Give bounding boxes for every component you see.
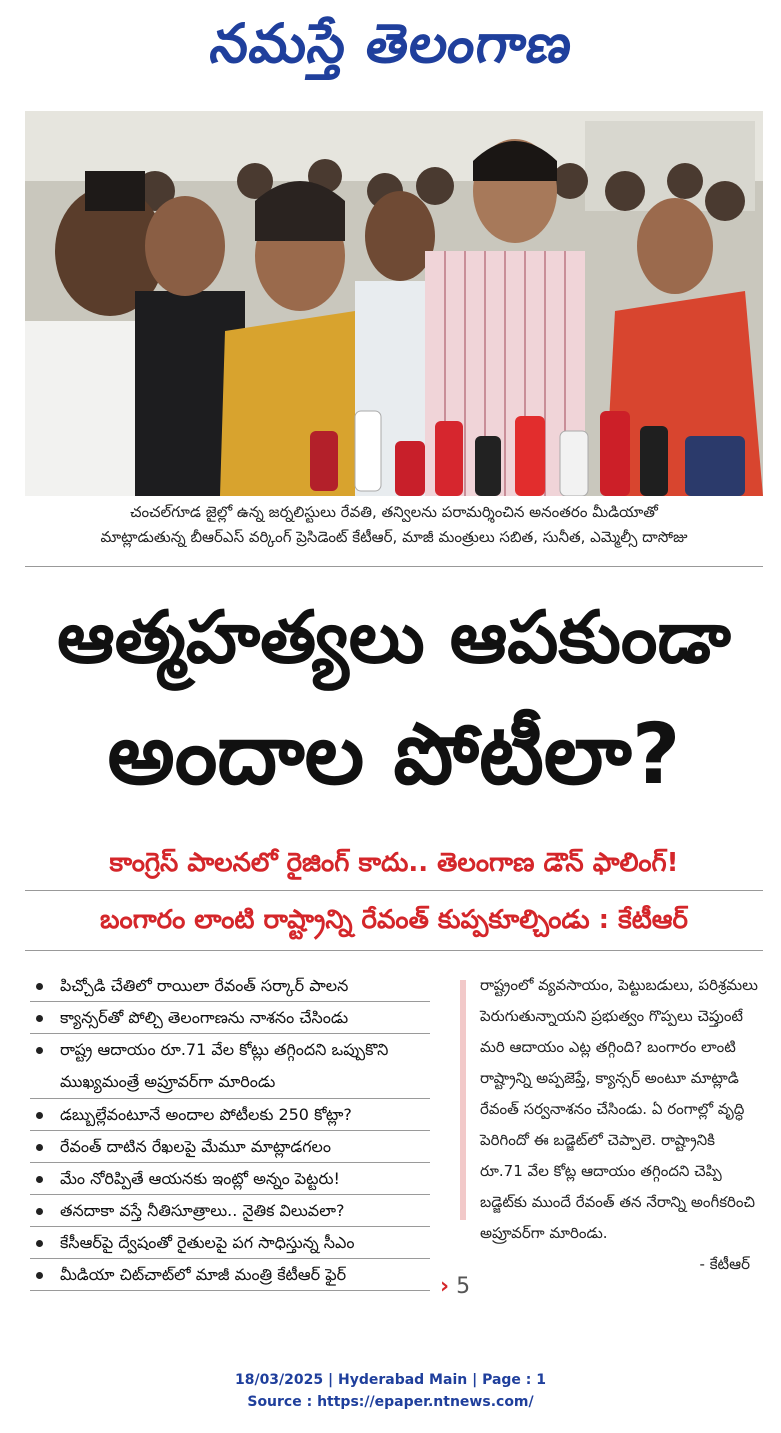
bullet-icon [36, 1208, 43, 1215]
divider [25, 950, 763, 951]
continued-page-number: 5 [456, 1274, 471, 1299]
masthead [0, 0, 781, 100]
bullet-item: డబ్బుల్లేవంటూనే అందాల పోటీలకు 250 కోట్లా? [30, 1099, 430, 1131]
bullet-icon [36, 1112, 43, 1119]
bullet-icon [36, 1015, 43, 1022]
news-photo [25, 111, 763, 496]
bullet-icon [36, 1272, 43, 1279]
bullet-icon [36, 983, 43, 990]
newspaper-title: నమస్తే తెలంగాణ [206, 11, 577, 75]
bullet-icon [36, 1176, 43, 1183]
bullet-item: మేం నోరిప్పితే ఆయనకు ఇంట్లో అన్నం పెట్టరు! [30, 1163, 430, 1195]
bullet-list [30, 970, 430, 1291]
bullet-icon [36, 1047, 43, 1054]
news-photo-illustration [25, 111, 763, 496]
divider [25, 890, 763, 891]
footer-source-link[interactable]: Source : https://epaper.ntnews.com/ [247, 1394, 534, 1410]
subhead-line-1: కాంగ్రెస్ పాలనలో రైజింగ్ కాదు.. తెలంగాణ డౌన్ ఫాలింగ్! [109, 848, 679, 878]
chevron-right-icon: › [440, 1274, 450, 1299]
bullet-item: క్యాన్సర్‌తో పోల్చి తెలంగాణను నాశనం చేసిండు [30, 1002, 430, 1034]
divider [25, 566, 763, 567]
quote-text: రాష్ట్రంలో వ్యవసాయం, పెట్టుబడులు, పరిశ్రమలు పెరుగుతున్నాయని ప్రభుత్వం గొప్పలు చెప్తుంటే మరి ఆదాయం ఎట్ల తగ్గింది? బంగారం లాంటి రాష్ట్రాన్ని అప్పజెప్తే, క్యాన్సర్ అంటూ మాట్లాడి రేవంత్ సర్వనాశనం చేసిండు. ఏ రంగాల్లో వృద్ధి పెరిగిందో ఈ బడ్జెట్‌లో చెప్పాలె. రాష్ట్రానికి రూ.71 వేల కోట్ల ఆదాయం తగ్గిందని చెప్పి బడ్జెట్‌కు ముందే రేవంత్ తన నేరాన్ని అంగీకరించి అప్రూవర్‌గా మారిండు. [480, 976, 758, 1242]
bullet-item: మీడియా చిట్‌చాట్‌లో మాజీ మంత్రి కేటీఆర్ ఫైర్ [30, 1259, 430, 1291]
bullet-item: కేసీఆర్‌పై ద్వేషంతో రైతులపై పగ సాధిస్తున్న సీఎం [30, 1227, 430, 1259]
bullet-item: పిచ్చోడి చేతిలో రాయిలా రేవంత్ సర్కార్ పాలన [30, 970, 430, 1002]
subhead-line-2: బంగారం లాంటి రాష్ట్రాన్ని రేవంత్ కుప్పకూల్చిండు : కేటీఆర్ [100, 905, 688, 935]
photo-caption [25, 500, 763, 550]
footer-edition-info: 18/03/2025 | Hyderabad Main | Page : 1 [234, 1372, 547, 1388]
quote-column [460, 970, 760, 1280]
continued-page-link[interactable] [440, 1274, 470, 1299]
headline-line-1: ఆత్మహత్యలు ఆపకుండా [57, 595, 731, 679]
bullet-icon [36, 1144, 43, 1151]
headline-line-2: అందాల పోటీలా? [107, 705, 681, 803]
bullet-item: రాష్ట్ర ఆదాయం రూ.71 వేల కోట్లు తగ్గిందని ఒప్పుకొని ముఖ్యమంత్రే అప్రూవర్‌గా మారిండు [30, 1034, 430, 1099]
caption-line-1: చంచల్‌గూడ జైల్లో ఉన్న జర్నలిస్టులు రేవతి, తన్విలను పరామర్శించిన అనంతరం మీడియాతో [130, 503, 658, 521]
bullet-item: తనదాకా వస్తే నీతిసూత్రాలు.. నైతిక విలువలా? [30, 1195, 430, 1227]
quote-bar [460, 980, 466, 1220]
quote-signature: - కేటీఆర్ [699, 1255, 750, 1273]
bullet-icon [36, 1240, 43, 1247]
bullet-item: రేవంత్ దాటిన రేఖలపై మేమూ మాట్లాడగలం [30, 1131, 430, 1163]
caption-line-2: మాట్లాడుతున్న బీఆర్‌ఎస్ వర్కింగ్ ప్రెసిడెంట్ కేటీఆర్, మాజీ మంత్రులు సబిత, సునీత, ఎమ్మెల్సీ దాసోజు [100, 528, 688, 546]
